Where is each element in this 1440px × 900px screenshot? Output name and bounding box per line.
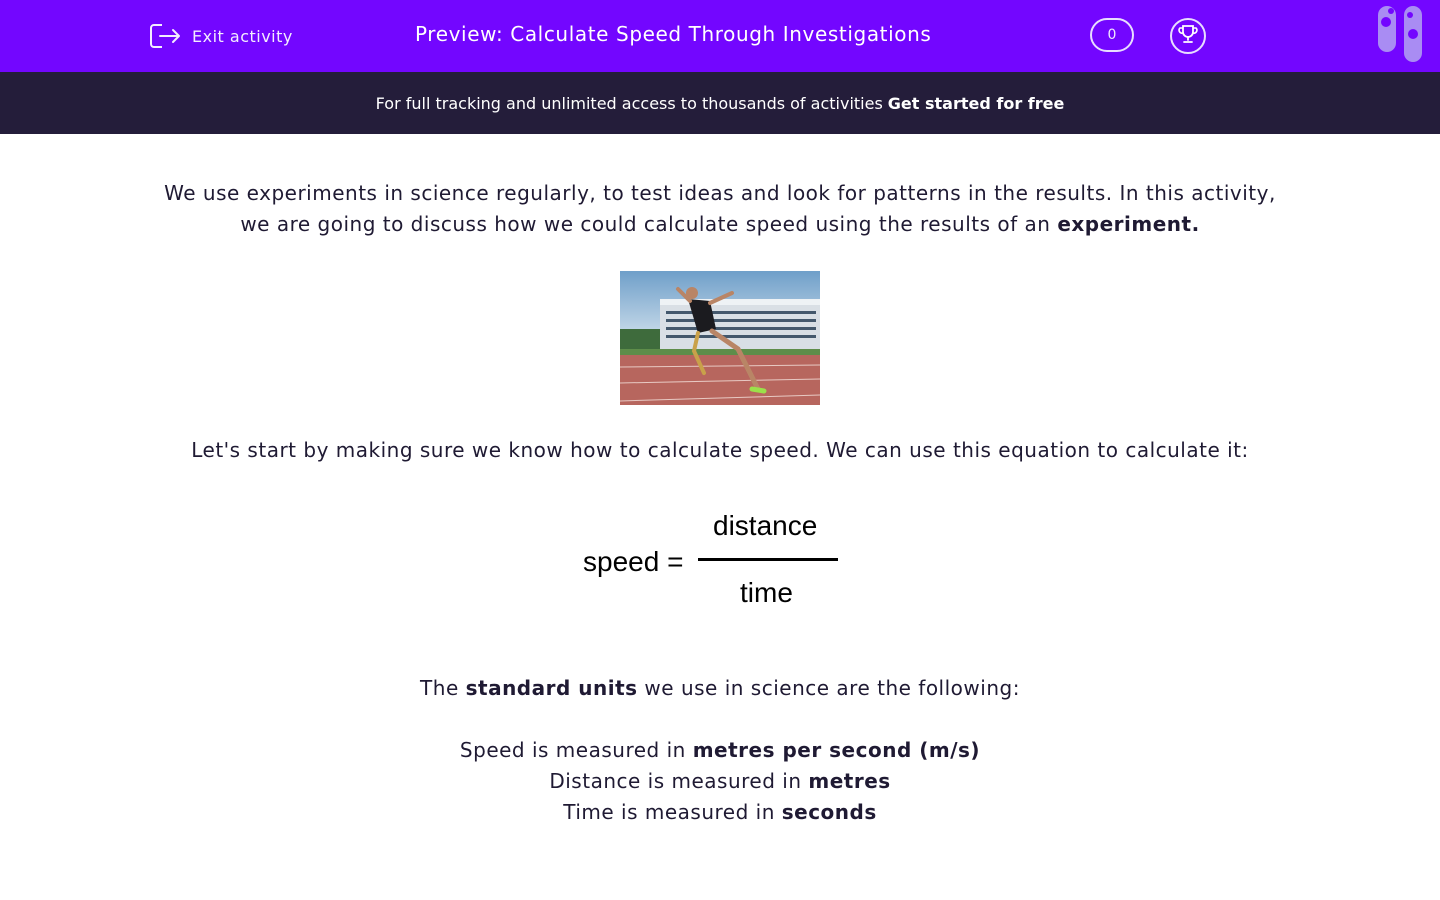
units-intro-pre: The bbox=[420, 676, 459, 700]
formula-lhs: speed = bbox=[583, 546, 684, 577]
sprinter-photo bbox=[620, 271, 820, 405]
units-intro-post: we use in science are the following: bbox=[644, 676, 1020, 700]
unit-text: Time is measured in bbox=[563, 800, 775, 824]
unit-line-time bbox=[0, 797, 1440, 828]
unit-bold: seconds bbox=[781, 800, 877, 824]
units-intro bbox=[0, 673, 1440, 704]
intro-paragraph bbox=[150, 178, 1290, 240]
unit-line-distance bbox=[0, 766, 1440, 797]
trophy-icon bbox=[1177, 23, 1199, 49]
unit-text: Distance is measured in bbox=[549, 769, 802, 793]
units-intro-bold: standard units bbox=[465, 676, 638, 700]
intro-text: We use experiments in science regularly, to test ideas and look for patterns in the results. In this activity, we are going to discuss how we could calculate speed using the results of an bbox=[164, 181, 1276, 236]
unit-line-speed bbox=[0, 735, 1440, 766]
page-title: Preview: Calculate Speed Through Investigations bbox=[415, 22, 932, 46]
banner-text: For full tracking and unlimited access to thousands of activities bbox=[375, 93, 883, 113]
exit-label: Exit activity bbox=[192, 26, 293, 46]
top-bar bbox=[0, 0, 1440, 72]
equation-intro: Let's start by making sure we know how to calculate speed. We can use this equation to calculate it: bbox=[191, 438, 1249, 462]
formula-numerator: distance bbox=[713, 510, 818, 541]
intro-bold: experiment. bbox=[1057, 212, 1200, 236]
speed-formula bbox=[570, 504, 870, 614]
trophy-button[interactable] bbox=[1170, 18, 1206, 54]
test-tubes-logo-icon bbox=[1376, 6, 1426, 70]
unit-bold: metres bbox=[808, 769, 891, 793]
upgrade-banner bbox=[0, 72, 1440, 134]
exit-activity-button[interactable] bbox=[148, 20, 293, 52]
unit-text: Speed is measured in bbox=[459, 738, 686, 762]
score-badge: 0 bbox=[1090, 18, 1134, 52]
units-list bbox=[0, 735, 1440, 828]
formula-denominator: time bbox=[740, 577, 793, 608]
get-started-link[interactable]: Get started for free bbox=[887, 93, 1065, 113]
fraction-bar bbox=[698, 558, 838, 561]
exit-icon bbox=[148, 21, 182, 51]
unit-bold: metres per second (m/s) bbox=[692, 738, 981, 762]
